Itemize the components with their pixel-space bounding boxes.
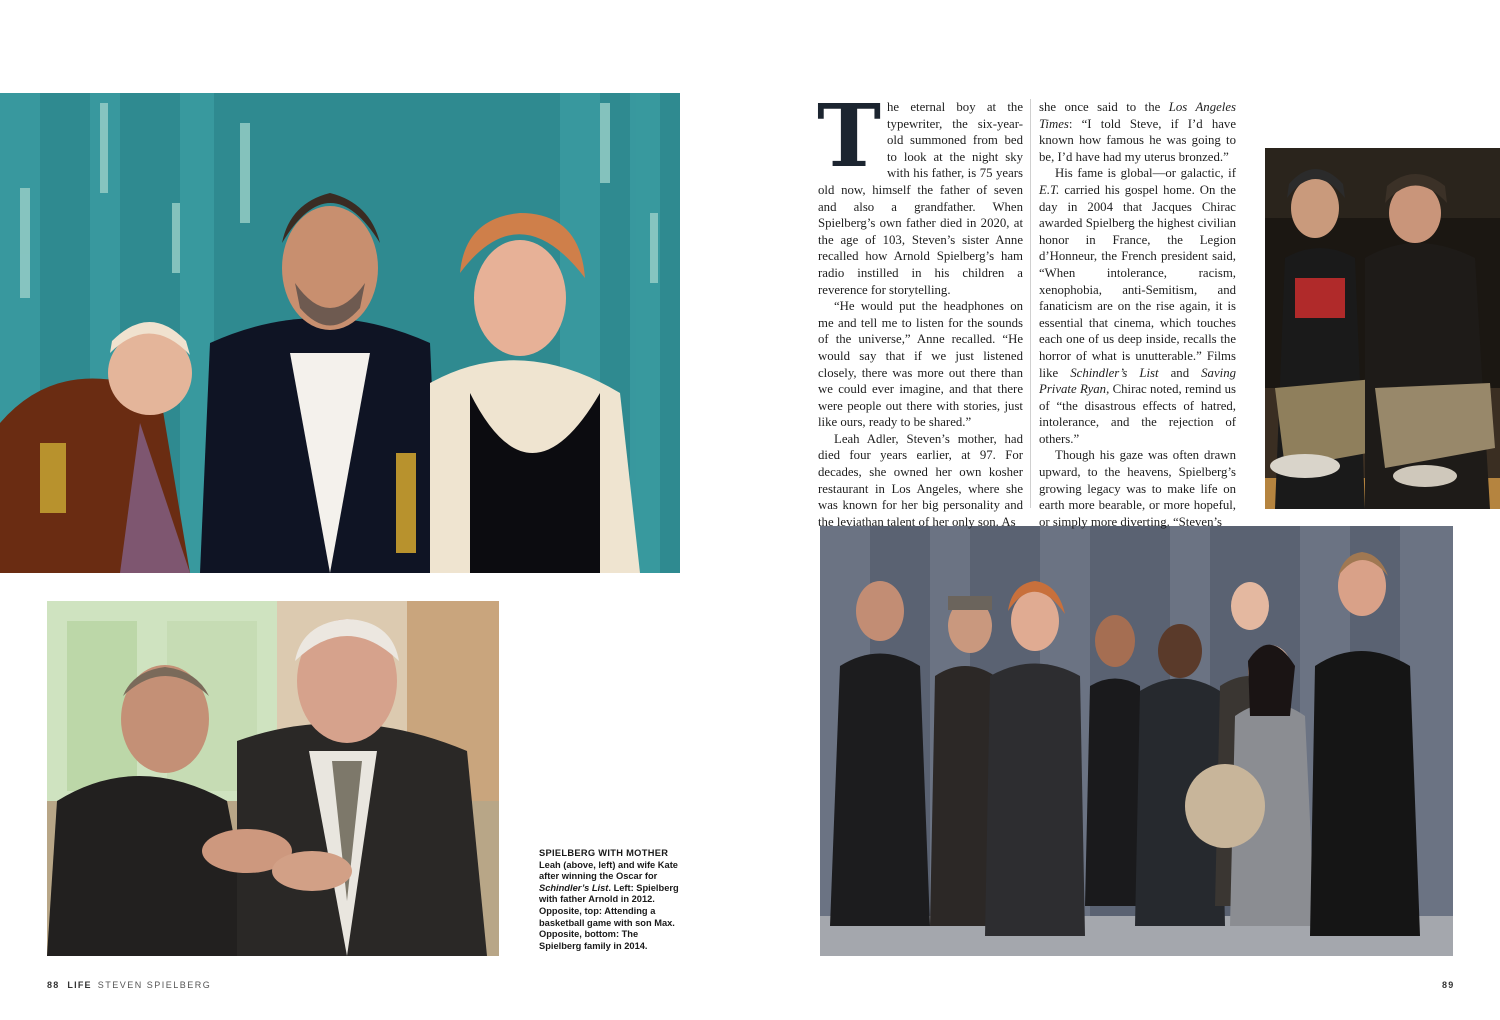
column-divider <box>1030 99 1031 508</box>
paragraph-text: carried his gospel home. On the day in 2004 that Jacques Chirac awarded Spielberg the highest civilian honor in France, the Legion d’Honneur, the French president said, “When intolerance, racism, xenophobia, anti-Semitism, and fanaticism are on the rise again, it is essential that cinema, which touches each one of us deep inside, recalls the horror of what is unutterable.” Films like <box>1039 182 1236 380</box>
photo-caption <box>539 848 683 952</box>
caption-text: Leah (above, left) and wife Kate after winning the Oscar for <box>539 859 678 882</box>
article-paragraph: Though his gaze was often drawn upward, to the heavens, Spielberg’s growing legacy was to make life on earth more bearable, or more hopeful, or simply more diverting. “Steven’s <box>1039 448 1236 529</box>
caption-lead: SPIELBERG WITH MOTHER <box>539 848 669 858</box>
article-paragraph <box>1039 165 1236 447</box>
paragraph-text: : “I told Steve, if I’d have known how famous he was going to be, I’d have had my uterus bronzed.” <box>1039 116 1236 164</box>
italic-title: E.T. <box>1039 182 1060 197</box>
left-page-folio <box>47 980 211 990</box>
paragraph-text: he eternal boy at the typewriter, the six-year-old summoned from bed to look at the night sky with his father, is 75 years old now, himself the father of seven and also a grandfather. When Spielberg’s own father died in 2020, at the age of 103, Steven’s sister Anne recalled how Arnold Spielberg’s ham radio instilled in his children a reverence for storytelling. <box>818 100 1023 297</box>
drop-cap: T <box>817 86 881 187</box>
story-title: STEVEN SPIELBERG <box>97 980 212 990</box>
article-column-2 <box>1039 99 1236 530</box>
paragraph-text: His fame is global—or galactic, if <box>1055 166 1236 181</box>
paragraph-text: , Chirac noted, remind us of “the disastrous effects of hatred, intolerance, and the rejection of others.” <box>1039 382 1236 446</box>
magazine-brand: LIFE <box>67 980 92 990</box>
article-column-1 <box>817 86 1023 530</box>
caption-text: . Left: Spielberg with father Arnold in 2012. Opposite, top: Attending a basketball game with son Max. Opposite, bottom: The Spielberg family in 2014. <box>539 882 679 951</box>
spielberg-family-photo <box>820 526 1453 956</box>
italic-title: Schindler’s List <box>1070 365 1159 380</box>
italic-title: Saving Private Ryan <box>1039 365 1236 397</box>
paragraph-text: she once said to the <box>1039 100 1169 114</box>
spielberg-with-father-photo <box>47 601 499 956</box>
basketball-game-photo <box>1265 148 1500 509</box>
caption-italic-title: Schindler’s List <box>539 882 609 893</box>
article-paragraph: Leah Adler, Steven’s mother, had died four years earlier, at 97. For decades, she owned her own kosher restaurant in Los Angeles, where she was known for her big personality and the leviathan talent of her only son. As <box>818 431 1023 529</box>
article-paragraph <box>817 86 1023 298</box>
article-paragraph <box>1039 99 1236 165</box>
paragraph-text: and <box>1158 365 1202 380</box>
oscar-night-photo <box>0 93 680 573</box>
right-page-folio <box>1442 980 1454 990</box>
article-paragraph: “He would put the headphones on me and tell me to listen for the sounds of the universe,” Anne recalled. “He would say that if we just listened closely, there was more out there than we could ever imagine, and that there were people out there with stories, just like ours, ready to be shared.” <box>818 299 1023 430</box>
italic-title: Los Angeles Times <box>1039 100 1236 131</box>
left-page-number: 88 <box>47 980 60 990</box>
right-page-number: 89 <box>1442 980 1455 990</box>
